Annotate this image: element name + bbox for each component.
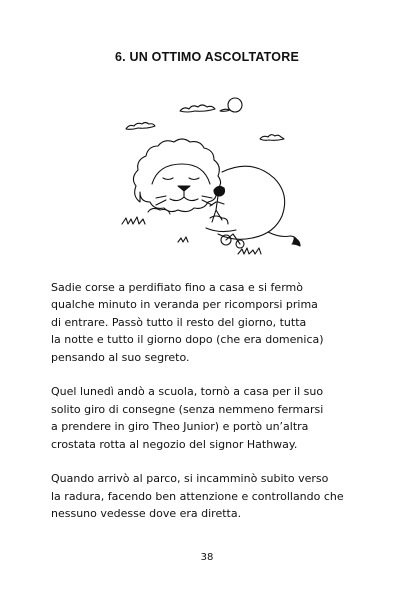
text-line: pensando al suo segreto. xyxy=(51,350,190,364)
paragraph xyxy=(51,279,371,366)
text-line: qualche minuto in veranda per ricomporsi prima xyxy=(51,298,318,312)
cloud-icon xyxy=(180,105,230,112)
paragraph xyxy=(51,470,371,522)
text-line: Quando arrivò al parco, si incamminò subito verso xyxy=(51,472,329,486)
text-line: crostata rotta al negozio del signor Hathway. xyxy=(51,437,298,451)
lion-sleeping-with-girl-illustration xyxy=(118,92,308,264)
chapter-title: 6. UN OTTIMO ASCOLTATORE xyxy=(115,50,299,64)
body-text xyxy=(51,279,371,540)
text-line: di entrare. Passò tutto il resto del giorno, tutta xyxy=(51,315,307,329)
page-number: 38 xyxy=(200,552,214,563)
bicycle-icon xyxy=(221,234,244,248)
cloud-icon xyxy=(126,123,155,130)
text-line: la radura, facendo ben attenzione e controllando che xyxy=(51,489,344,503)
text-line: a prendere in giro Theo Junior) e portò un’altra xyxy=(51,420,309,434)
text-line: la notte e tutto il giorno dopo (che era domenica) xyxy=(51,333,324,347)
paragraph xyxy=(51,383,371,453)
cloud-icon xyxy=(260,135,284,141)
text-line: Sadie corse a perdifiato fino a casa e si fermò xyxy=(51,281,303,294)
text-line: nessuno vedesse dove era diretta. xyxy=(51,507,242,521)
text-line: Quel lunedì andò a scuola, tornò a casa per il suo xyxy=(51,385,324,399)
text-line: solito giro di consegne (senza nemmeno fermarsi xyxy=(51,402,324,416)
